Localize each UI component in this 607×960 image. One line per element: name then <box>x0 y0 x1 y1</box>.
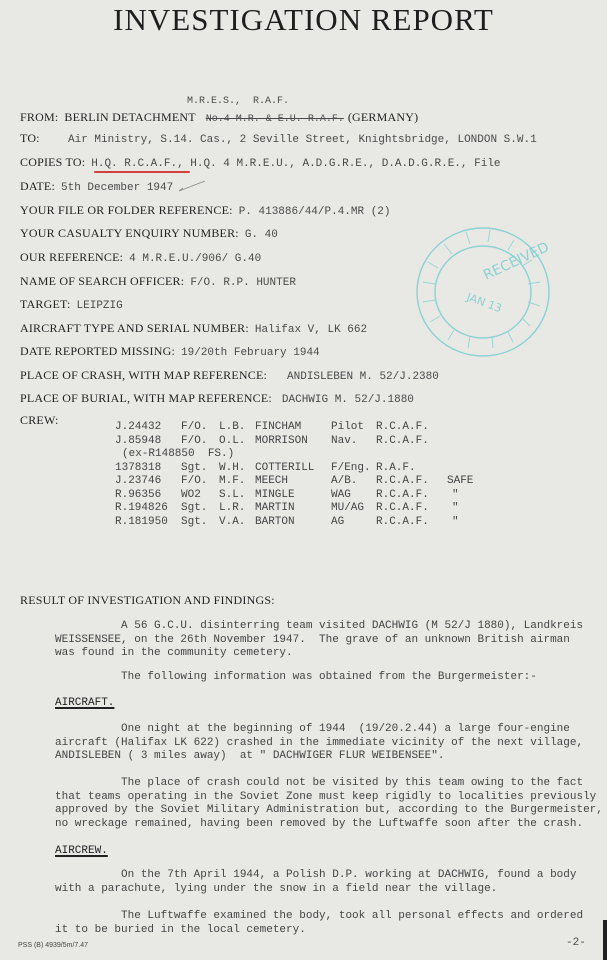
findings-paragraph-5: On the 7th April 1944, a Polish D.P. working at DACHWIG, found a body with a parachute, lying under the snow in a field near the village. <box>55 869 577 895</box>
from-suffix: (GERMANY) <box>347 110 419 124</box>
aircraft-heading: AIRCRAFT. <box>55 697 115 709</box>
crew-name: BARTON <box>255 515 295 528</box>
findings-paragraph-6: The Luftwaffe examined the body, took all personal effects and ordered it to be buried in the local cemetery. <box>55 910 584 936</box>
crew-role: Pilot <box>331 421 365 433</box>
crew-initials: W.H. <box>219 461 246 474</box>
findings-paragraph-2: The following information was obtained from the Burgermeister:- <box>55 671 537 683</box>
crew-number: (ex-R148850 FS.) <box>122 448 235 460</box>
findings-paragraph-4: The place of crash could not be visited by this team owing to the fact that teams operating in the Soviet Zone must keep rigidly to localities previously approved by the Soviet Military Administration but, according to the Burgermeister, no wreckage remained, having been removed by the Luftwaffe soon after the crash. <box>55 777 603 830</box>
crew-force: R.C.A.F. <box>376 434 429 447</box>
svg-text:RECEIVED: RECEIVED <box>480 239 552 284</box>
copies-value: H.Q. R.C.A.F., H.Q. 4 M.R.E.U., A.D.G.R.E., D.A.D.G.R.E., File <box>91 158 501 170</box>
crew-status: " <box>452 502 459 514</box>
to-row <box>20 129 537 145</box>
officer-value: F/O. R.P. HUNTER <box>190 277 296 289</box>
target-value: LEIPZIG <box>76 300 123 312</box>
crew-rank: F/O. <box>181 421 208 433</box>
crew-role: Nav. <box>331 434 358 447</box>
crew-force: R.A.F. <box>376 461 416 474</box>
crew-initials: V.A. <box>219 515 246 528</box>
crew-name: MINGLE <box>255 488 295 501</box>
crew-role: MU/AG <box>331 502 365 514</box>
crew-role: WAG <box>331 488 351 501</box>
red-underline <box>94 171 190 173</box>
crew-force: R.C.A.F. <box>376 488 429 501</box>
crew-rank: Sgt. <box>181 461 208 474</box>
crew-role: F/Eng. <box>331 461 371 474</box>
missing-label: DATE REPORTED MISSING: <box>20 344 176 358</box>
crew-name: MEECH <box>255 475 289 487</box>
aircraft-value: Halifax V, LK 662 <box>254 324 368 336</box>
crew-initials: L.B. <box>219 421 246 433</box>
page-number: -2- <box>566 937 586 949</box>
from-row <box>20 108 424 124</box>
to-label: TO: <box>20 131 40 145</box>
crew-initials: L.R. <box>219 502 246 514</box>
findings-paragraph-3: One night at the beginning of 1944 (19/20.2.44) a large four-engine aircraft (Halifax LK 622) crashed in the immediate vicinity of the next village, ANDISLEBEN ( 3 miles away) at " DACHWIGER FLUR WEIBENSEE". <box>55 723 584 762</box>
crew-number: 1378318 <box>115 461 162 474</box>
casualty-row <box>20 224 278 240</box>
officer-row <box>20 272 296 288</box>
burial-value: DACHWIG M. 52/J.1880 <box>281 394 414 406</box>
date-value: 5th December 1947 <box>61 182 174 194</box>
crew-number: R.194826 <box>115 502 168 514</box>
from-insert: M.R.E.S., R.A.F. <box>187 96 290 107</box>
officer-label: NAME OF SEARCH OFFICER: <box>20 274 185 288</box>
copies-row <box>20 153 501 169</box>
aircraft-label: AIRCRAFT TYPE AND SERIAL NUMBER: <box>20 321 249 335</box>
crew-name: COTTERILL <box>255 461 315 474</box>
findings-heading: RESULT OF INVESTIGATION AND FINDINGS: <box>20 593 275 607</box>
target-label: TARGET: <box>20 297 71 311</box>
crew-number: R.96356 <box>115 488 162 501</box>
crew-status: " <box>452 515 459 528</box>
findings-paragraph-1: A 56 G.C.U. disinterring team visited DACHWIG (M 52/J 1880), Landkreis WEISSENSEE, on the 26th November 1947. The grave of an unknown British airman was found in the community cemetery. <box>55 620 584 659</box>
crew-number: J.85948 <box>115 434 162 447</box>
from-value: BERLIN DETACHMENT <box>64 110 196 124</box>
crew-name: MARTIN <box>255 502 295 514</box>
from-struck: No.4 M.R. & E.U. R.A.F. <box>205 114 344 125</box>
casualty-value: G. 40 <box>244 229 278 241</box>
crew-force: R.C.A.F. <box>376 421 429 433</box>
casualty-label: YOUR CASUALTY ENQUIRY NUMBER: <box>20 226 239 240</box>
crash-label: PLACE OF CRASH, WITH MAP REFERENCE: <box>20 368 268 382</box>
crew-name: FINCHAM <box>255 421 302 433</box>
crew-row-label <box>20 411 65 427</box>
our-ref-row <box>20 248 261 264</box>
our-ref-label: OUR REFERENCE: <box>20 250 124 264</box>
crew-force: R.C.A.F. <box>376 475 429 487</box>
crew-rank: F/O. <box>181 434 208 447</box>
crew-force: R.C.A.F. <box>376 515 429 528</box>
page-edge-shadow <box>603 920 607 960</box>
crew-force: R.C.A.F. <box>376 502 429 514</box>
crew-rank: F/O. <box>181 475 208 487</box>
crew-rank: Sgt. <box>181 515 208 528</box>
our-ref-value: 4 M.R.E.U./906/ G.40 <box>129 253 262 265</box>
crew-status: " <box>452 488 459 501</box>
burial-row <box>20 389 414 405</box>
crew-rank: WO2 <box>181 488 201 501</box>
document-title: INVESTIGATION REPORT <box>113 2 494 37</box>
crash-value: ANDISLEBEN M. 52/J.2380 <box>287 371 439 383</box>
crew-initials: O.L. <box>219 434 246 447</box>
crew-number: J.23746 <box>115 475 162 487</box>
tick-mark-icon <box>177 179 207 193</box>
crew-role: A/B. <box>331 475 358 487</box>
date-label: DATE: <box>20 179 55 193</box>
crew-label: CREW: <box>20 413 59 427</box>
missing-value: 19/20th February 1944 <box>181 347 320 359</box>
from-label: FROM: <box>20 110 59 124</box>
aircraft-row <box>20 319 367 335</box>
crew-role: AG <box>331 515 345 528</box>
crew-number: R.181950 <box>115 515 168 528</box>
burial-label: PLACE OF BURIAL, WITH MAP REFERENCE: <box>20 391 272 405</box>
crew-initials: S.L. <box>219 488 246 501</box>
received-stamp <box>408 222 558 362</box>
target-row <box>20 295 123 311</box>
crew-rank: Sgt. <box>181 502 208 514</box>
date-row <box>20 177 207 193</box>
file-ref-value: P. 413886/44/P.4.MR (2) <box>238 206 391 218</box>
aircrew-heading: AIRCREW. <box>55 845 108 857</box>
form-code: PSS (B) 4939/5m/7.47 <box>18 942 89 949</box>
file-ref-label: YOUR FILE OR FOLDER REFERENCE: <box>20 203 233 217</box>
crew-number: J.24432 <box>115 421 162 433</box>
crew-name: MORRISON <box>255 434 308 447</box>
svg-text:JAN 13: JAN 13 <box>464 290 504 316</box>
crew-status: SAFE <box>447 475 474 487</box>
copies-label: COPIES TO: <box>20 155 86 169</box>
to-value: Air Ministry, S.14. Cas., 2 Seville Street, Knightsbridge, LONDON S.W.1 <box>68 134 537 146</box>
file-ref-row <box>20 201 391 217</box>
crash-row <box>20 366 439 382</box>
crew-initials: M.F. <box>219 475 246 487</box>
missing-row <box>20 342 320 358</box>
